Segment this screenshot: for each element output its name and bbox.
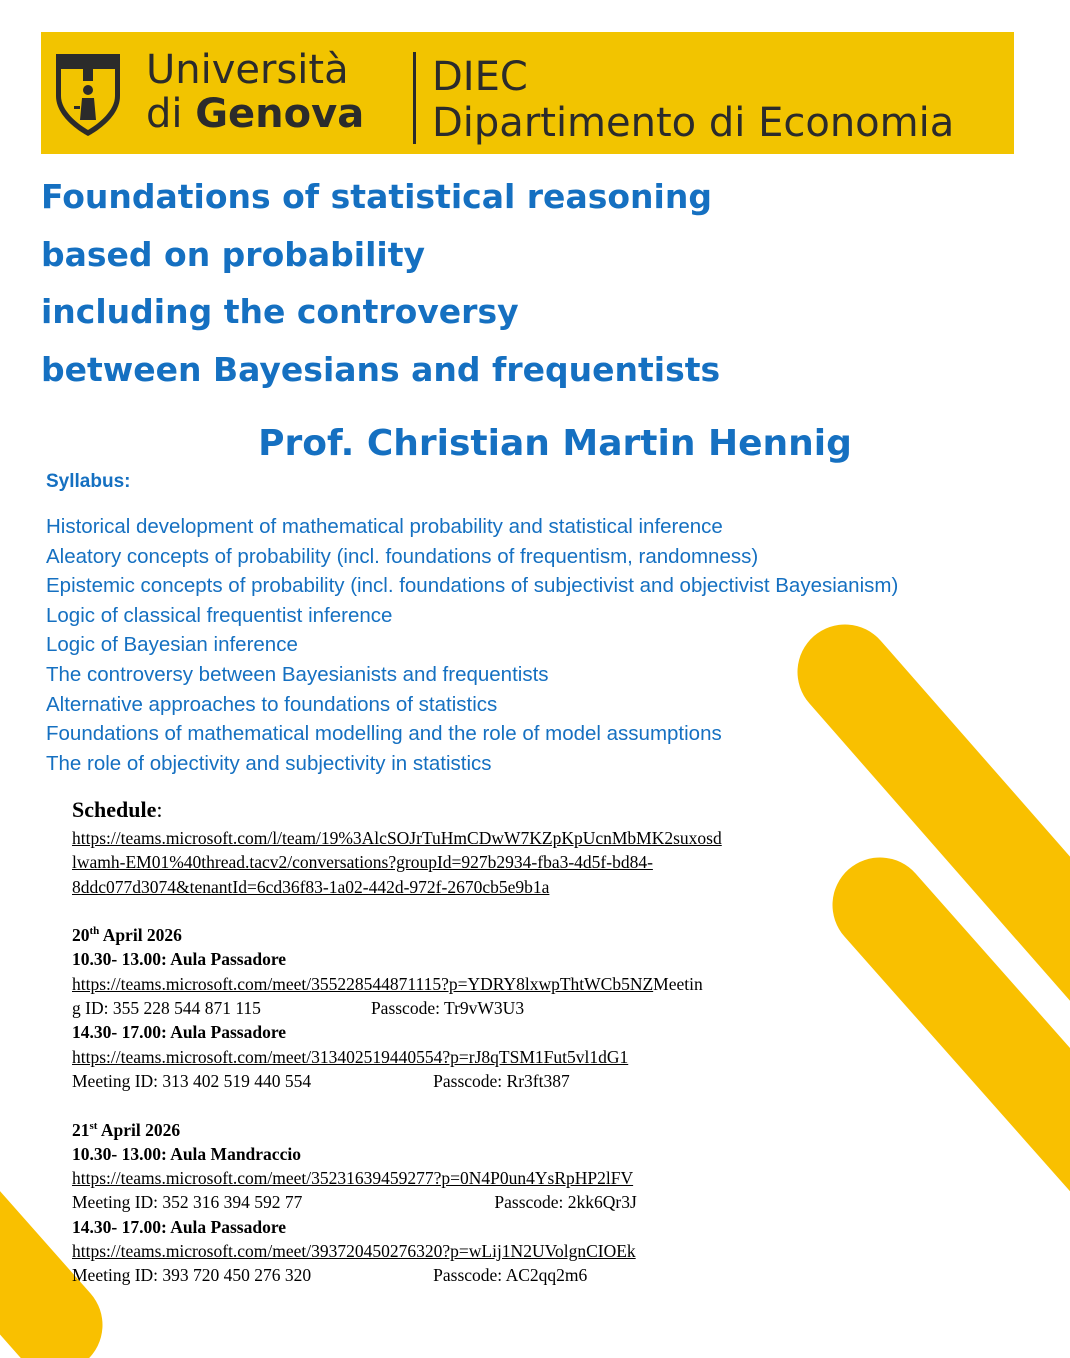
meeting-id: Meeting ID: 313 402 519 440 554	[72, 1070, 312, 1091]
meeting-link[interactable]: https://teams.microsoft.com/meet/313402519440554?p=rJ8qTSM1Fut5vl1dG1	[72, 1046, 629, 1067]
university-name-line2: di Genova	[146, 91, 365, 137]
meeting-id: Meeting ID: 393 720 450 276 320	[72, 1265, 312, 1286]
schedule-heading: Schedule:	[72, 797, 163, 822]
meeting-id: Meeting ID: 352 316 394 592 77	[72, 1192, 303, 1213]
meeting-link[interactable]: https://teams.microsoft.com/meet/393720450276320?p=wLij1N2UVolgnCIOEk	[72, 1241, 636, 1262]
meeting-info	[72, 1263, 722, 1287]
syllabus-item: The role of objectivity and subjectivity in statistics	[46, 751, 492, 775]
session-link-line	[72, 972, 722, 996]
syllabus-heading: Syllabus:	[46, 471, 131, 492]
syllabus-item: Logic of classical frequentist inference	[46, 603, 393, 627]
meeting-passcode: Passcode: Rr3ft387	[433, 1070, 570, 1091]
university-crest-icon	[52, 50, 124, 138]
department-name	[432, 54, 954, 146]
header-divider	[413, 52, 416, 144]
course-title	[41, 168, 720, 398]
university-name	[146, 47, 365, 137]
professor-name: Prof. Christian Martin Hennig	[258, 423, 852, 464]
syllabus-item: The controversy between Bayesianists and frequentists	[46, 662, 549, 686]
meeting-passcode: Passcode: Tr9vW3U3	[370, 998, 525, 1019]
syllabus-item: Epistemic concepts of probability (incl. foundations of subjectivist and objectivist Bayesianism)	[46, 574, 899, 598]
session-time: 10.30- 13.00: Aula Mandraccio	[72, 1143, 301, 1164]
schedule-section	[72, 796, 722, 1288]
meeting-info	[72, 996, 722, 1020]
schedule-day-date: 21st April 2026	[72, 1119, 181, 1140]
syllabus-list	[46, 512, 898, 778]
department-full-name: Dipartimento di Economia	[432, 100, 955, 146]
syllabus-item: Logic of Bayesian inference	[46, 633, 298, 657]
team-link[interactable]	[72, 826, 722, 899]
syllabus-item: Foundations of mathematical modelling and the role of model assumptions	[46, 722, 722, 746]
course-title-line: Foundations of statistical reasoning	[41, 177, 712, 216]
session-link-line	[72, 1045, 722, 1069]
meeting-id-fragment: Meetin	[653, 973, 703, 994]
meeting-link[interactable]: https://teams.microsoft.com/meet/355228544871115?p=YDRY8lxwpThtWCb5NZ	[72, 973, 654, 994]
session-link-line	[72, 1239, 722, 1263]
syllabus-item: Alternative approaches to foundations of statistics	[46, 692, 498, 716]
spacer	[72, 1093, 722, 1117]
department-code: DIEC	[432, 54, 528, 100]
syllabus-item: Historical development of mathematical probability and statistical inference	[46, 515, 723, 538]
course-title-line: between Bayesians and frequentists	[41, 349, 721, 389]
course-title-line: including the controversy	[41, 292, 519, 331]
decorative-stripe-corner	[0, 1195, 55, 1325]
meeting-info	[72, 1190, 722, 1214]
meeting-link[interactable]: https://teams.microsoft.com/meet/35231639459277?p=0N4P0un4YsRpHP2lFV	[72, 1168, 634, 1189]
decorative-stripe-lower	[880, 905, 1070, 1210]
meeting-passcode: Passcode: AC2qq2m6	[433, 1265, 588, 1286]
session-time: 10.30- 13.00: Aula Passadore	[72, 949, 287, 970]
course-title-line: based on probability	[41, 234, 425, 274]
meeting-id: g ID: 355 228 544 871 115	[72, 998, 261, 1019]
session-link-line	[72, 1166, 722, 1190]
syllabus-item: Aleatory concepts of probability (incl. foundations of frequentism, randomness)	[46, 544, 759, 568]
university-name-line1: Università	[146, 47, 349, 93]
meeting-passcode: Passcode: 2kk6Qr3J	[494, 1192, 637, 1213]
team-link-line[interactable]: lwamh-EM01%40thread.tacv2/conversations?groupId=927b2934-fba3-4d5f-bd84-	[72, 852, 653, 873]
team-link-line[interactable]: https://teams.microsoft.com/l/team/19%3AlcSOJrTuHmCDwW7KZpKpUcnMbMK2suxosd	[72, 828, 722, 848]
session-time: 14.30- 17.00: Aula Passadore	[72, 1022, 287, 1043]
team-link-line[interactable]: 8ddc077d3074&tenantId=6cd36f83-1a02-442d-972f-2670cb5e9b1a	[72, 876, 550, 897]
spacer	[72, 899, 722, 923]
meeting-info	[72, 1069, 722, 1093]
schedule-day-date: 20th April 2026	[72, 925, 182, 946]
session-time: 14.30- 17.00: Aula Passadore	[72, 1216, 287, 1237]
